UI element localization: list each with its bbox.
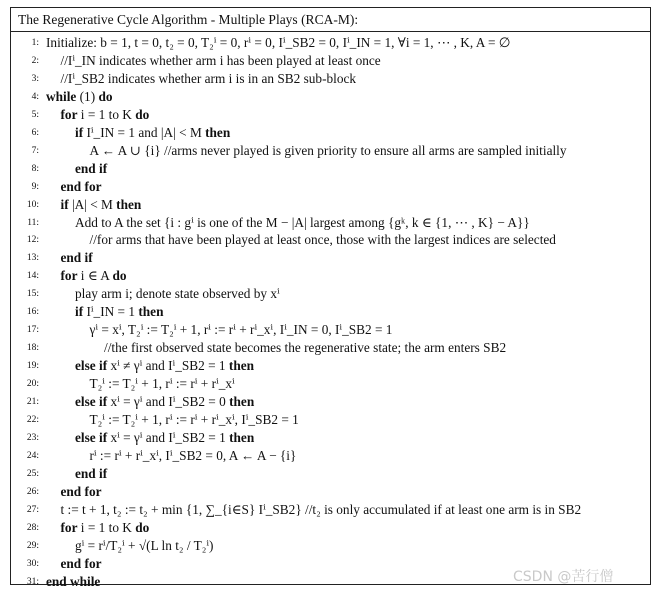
line-number: 9: <box>31 181 39 192</box>
algorithm-title: The Regenerative Cycle Algorithm - Multiple Plays (RCA-M): <box>18 12 359 27</box>
algorithm-line <box>11 214 650 232</box>
keyword: end while <box>46 573 101 589</box>
keyword: then <box>116 196 142 212</box>
algorithm-line <box>11 106 650 124</box>
line-text: //Iⁱ_SB2 indicates whether arm i is in an SB2 sub-block <box>60 70 357 86</box>
line-number: 3: <box>31 73 39 84</box>
keyword: then <box>229 394 255 409</box>
algorithm-line <box>11 393 650 411</box>
line-text: //Iⁱ_IN indicates whether arm i has been played at least once <box>60 52 381 68</box>
keyword: end if <box>60 250 93 266</box>
line-number: 15: <box>26 289 39 300</box>
algorithm-line <box>11 52 650 70</box>
line-number: 30: <box>26 558 39 569</box>
line-code <box>90 411 299 429</box>
line-text: T₂ⁱ := T₂ⁱ + 1, rⁱ := rⁱ + rⁱ_xⁱ <box>89 376 235 392</box>
algorithm-line <box>11 160 650 178</box>
line-code <box>75 285 280 303</box>
line-code <box>90 321 393 339</box>
line-code <box>61 106 150 124</box>
line-code <box>46 88 113 106</box>
line-code <box>90 447 297 465</box>
keyword: for <box>60 106 78 122</box>
line-text: Initialize: b = 1, t = 0, t₂ = 0, T₂ⁱ = 0, rⁱ = 0, Iⁱ_SB2 = 0, Iⁱ_IN = 1, ∀i = 1, ⋯ , K, A = ∅ <box>46 35 511 50</box>
line-number: 21: <box>26 397 39 407</box>
keyword: else if <box>75 358 108 374</box>
algorithm-line <box>11 249 650 267</box>
line-text: Iⁱ_IN = 1 and |A| < M <box>83 124 206 140</box>
line-number: 23: <box>26 432 39 443</box>
line-number: 14: <box>26 271 39 282</box>
keyword: end if <box>75 160 108 176</box>
algorithm-line <box>11 178 650 196</box>
line-code <box>75 357 254 375</box>
line-code <box>75 160 107 178</box>
algorithm-line <box>11 124 650 142</box>
algorithm-line <box>11 34 650 52</box>
line-text: A ← A ∪ {i} //arms never played is given priority to ensure all arms are sampled initially <box>89 142 567 158</box>
line-text: (1) <box>76 88 99 104</box>
line-number: 4: <box>31 91 39 102</box>
algorithm-line <box>11 357 650 375</box>
line-text: γⁱ = xⁱ, T₂ⁱ := T₂ⁱ + 1, rⁱ := rⁱ + rⁱ_xⁱ, Iⁱ_IN = 0, Iⁱ_SB2 = 1 <box>89 322 393 338</box>
algorithm-line <box>11 285 650 303</box>
watermark: CSDN @苦行僧 <box>513 569 614 585</box>
keyword: else if <box>75 394 108 409</box>
line-number: 26: <box>26 486 39 497</box>
algorithm-line <box>11 465 650 483</box>
algorithm-line <box>11 303 650 321</box>
keyword: then <box>205 124 231 140</box>
keyword: if <box>75 304 84 320</box>
algorithm-line <box>11 231 650 249</box>
line-text: //for arms that have been played at least once, those with the largest indices are selected <box>89 232 556 248</box>
algorithm-line <box>11 375 650 393</box>
algorithm-line <box>11 483 650 501</box>
line-text: t := t + 1, t₂ := t₂ + min {1, ∑_{i∈S} Iⁱ_SB2} //t₂ is only accumulated if at least one arm is in SB2 <box>60 501 582 517</box>
algorithm-line <box>11 411 650 429</box>
algorithm-line <box>11 429 650 447</box>
line-text: i = 1 to K <box>77 106 136 122</box>
keyword: if <box>60 196 69 212</box>
line-number: 28: <box>26 522 39 533</box>
line-number: 1: <box>31 38 39 48</box>
line-text: T₂ⁱ := T₂ⁱ + 1, rⁱ := rⁱ + rⁱ_xⁱ, Iⁱ_SB2 = 1 <box>89 411 299 427</box>
line-number: 18: <box>26 343 39 354</box>
title-rule <box>11 31 650 32</box>
line-text: Iⁱ_IN = 1 <box>83 304 139 320</box>
line-code <box>90 142 567 160</box>
keyword: then <box>138 304 164 320</box>
line-code <box>75 303 163 321</box>
line-code <box>104 339 506 357</box>
line-text: xⁱ ≠ γⁱ and Iⁱ_SB2 = 1 <box>107 358 229 374</box>
line-code <box>46 573 100 591</box>
line-number: 10: <box>26 199 39 210</box>
line-text: |A| < M <box>68 196 117 212</box>
line-number: 29: <box>26 540 39 551</box>
line-code <box>61 178 102 196</box>
line-number: 31: <box>26 576 39 587</box>
algorithm-line <box>11 196 650 214</box>
line-code <box>61 483 102 501</box>
algorithm-line <box>11 519 650 537</box>
keyword: if <box>75 124 84 140</box>
algorithm-line <box>11 501 650 519</box>
line-number: 8: <box>31 163 39 174</box>
line-number: 5: <box>31 109 39 120</box>
line-text: xⁱ = γⁱ and Iⁱ_SB2 = 0 <box>107 394 230 409</box>
line-text: i ∈ A <box>77 268 113 284</box>
algorithm-line <box>11 88 650 106</box>
line-code <box>75 537 214 555</box>
line-code <box>90 375 235 393</box>
algorithm-line <box>11 339 650 357</box>
line-code <box>75 393 254 411</box>
keyword: do <box>135 519 150 535</box>
algorithm-line <box>11 537 650 555</box>
line-code <box>61 52 381 70</box>
keyword: else if <box>75 429 108 445</box>
algorithm-line <box>11 267 650 285</box>
line-code <box>61 267 127 285</box>
algorithm-line <box>11 70 650 88</box>
line-number: 11: <box>27 217 39 228</box>
line-code <box>75 124 230 142</box>
keyword: do <box>135 106 150 122</box>
line-number: 19: <box>26 361 39 372</box>
algorithm-line <box>11 447 650 465</box>
line-number: 16: <box>26 307 39 318</box>
keyword: for <box>60 519 78 535</box>
line-code <box>61 196 142 214</box>
keyword: end for <box>60 483 102 499</box>
keyword: end for <box>60 555 102 571</box>
keyword: then <box>229 429 255 445</box>
line-code <box>90 231 556 249</box>
line-number: 13: <box>26 253 39 264</box>
line-code <box>61 501 582 519</box>
line-text: //the first observed state becomes the regenerative state; the arm enters SB2 <box>104 340 507 356</box>
line-code <box>61 249 93 267</box>
line-text: Add to A the set {i : gⁱ is one of the M − |A| largest among {gᵏ, k ∈ {1, ⋯ , K} − A}} <box>75 214 530 230</box>
line-number: 20: <box>26 379 39 390</box>
keyword: do <box>112 268 127 284</box>
line-number: 6: <box>31 127 39 138</box>
algorithm-line <box>11 321 650 339</box>
line-number: 27: <box>26 504 39 515</box>
line-text: xⁱ = γⁱ and Iⁱ_SB2 = 1 <box>107 429 230 445</box>
line-number: 22: <box>26 414 39 425</box>
line-number: 25: <box>26 468 39 479</box>
line-code <box>46 34 510 52</box>
line-code <box>75 214 530 232</box>
keyword: while <box>46 88 77 104</box>
line-code <box>61 555 102 573</box>
keyword: end for <box>60 178 102 194</box>
line-text: gⁱ = rⁱ/T₂ⁱ + √(L ln t₂ / T₂ⁱ) <box>75 537 214 553</box>
algorithm-line <box>11 142 650 160</box>
line-code <box>75 465 107 483</box>
line-text: rⁱ := rⁱ + rⁱ_xⁱ, Iⁱ_SB2 = 0, A ← A − {i} <box>89 447 297 463</box>
keyword: do <box>98 88 113 104</box>
line-number: 7: <box>31 145 39 156</box>
keyword: end if <box>75 465 108 481</box>
line-code <box>75 429 254 447</box>
line-text: play arm i; denote state observed by xⁱ <box>75 286 280 302</box>
line-code <box>61 70 357 88</box>
line-number: 17: <box>26 325 39 336</box>
line-text: i = 1 to K <box>77 519 136 535</box>
algorithm-box <box>10 7 651 589</box>
keyword: for <box>60 268 78 284</box>
line-code <box>61 519 150 537</box>
line-number: 12: <box>26 235 39 246</box>
line-number: 24: <box>26 450 39 461</box>
line-number: 2: <box>31 55 39 66</box>
keyword: then <box>228 358 255 374</box>
